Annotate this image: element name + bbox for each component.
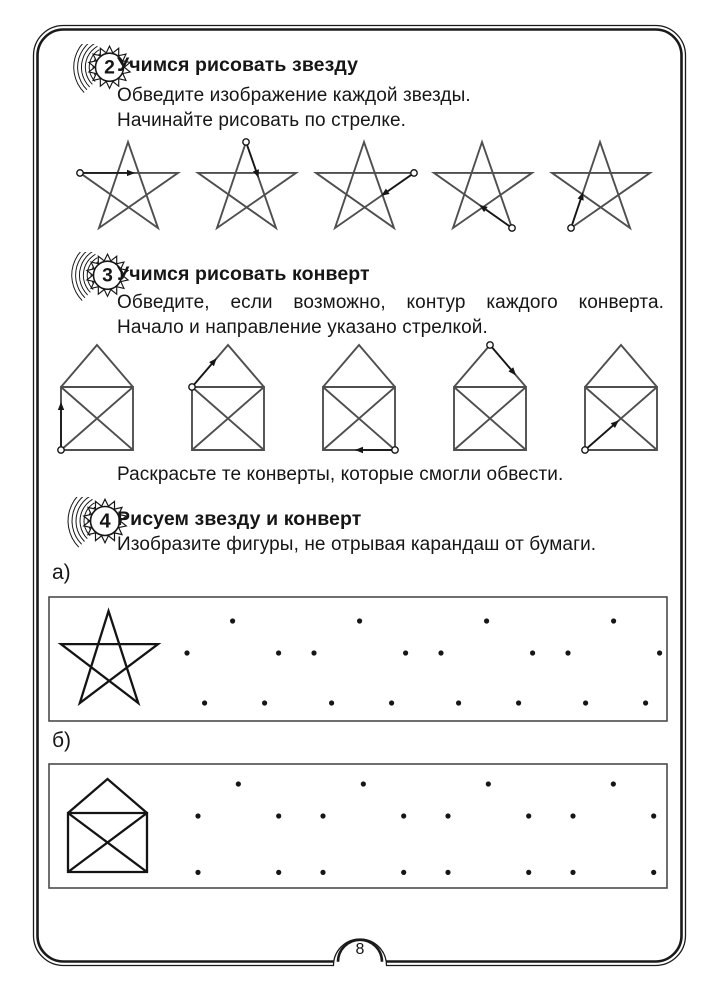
instruction-line: Раскрасьте те конверты, которые смогли обвести.: [117, 464, 564, 485]
exercise-label-b: б): [52, 729, 72, 752]
stars-row-figure: [60, 137, 660, 237]
practice-star-box: [48, 596, 668, 722]
badge-number: 3: [102, 264, 113, 287]
badge-number: 2: [104, 56, 115, 79]
instruction-line: Обведите, если возможно, контур каждого конверта.: [117, 292, 664, 313]
page-number: 8: [355, 941, 365, 958]
instruction-line: Начало и направление указано стрелкой.: [117, 317, 488, 338]
instruction-line: Начинайте рисовать по стрелке.: [117, 110, 407, 131]
exercise-label-a: а): [52, 561, 71, 584]
section-title: Учимся рисовать конверт: [117, 263, 370, 285]
section-title: Рисуем звезду и конверт: [117, 508, 362, 530]
instruction-line: Изобразите фигуры, не отрывая карандаш от бумаги.: [117, 534, 597, 555]
practice-envelope-box: [48, 763, 668, 889]
section-title: Учимся рисовать звезду: [117, 54, 359, 76]
badge-number: 4: [99, 510, 111, 533]
instruction-line: Обведите изображение каждой звезды.: [117, 85, 471, 106]
envelopes-row-figure: [55, 340, 667, 458]
